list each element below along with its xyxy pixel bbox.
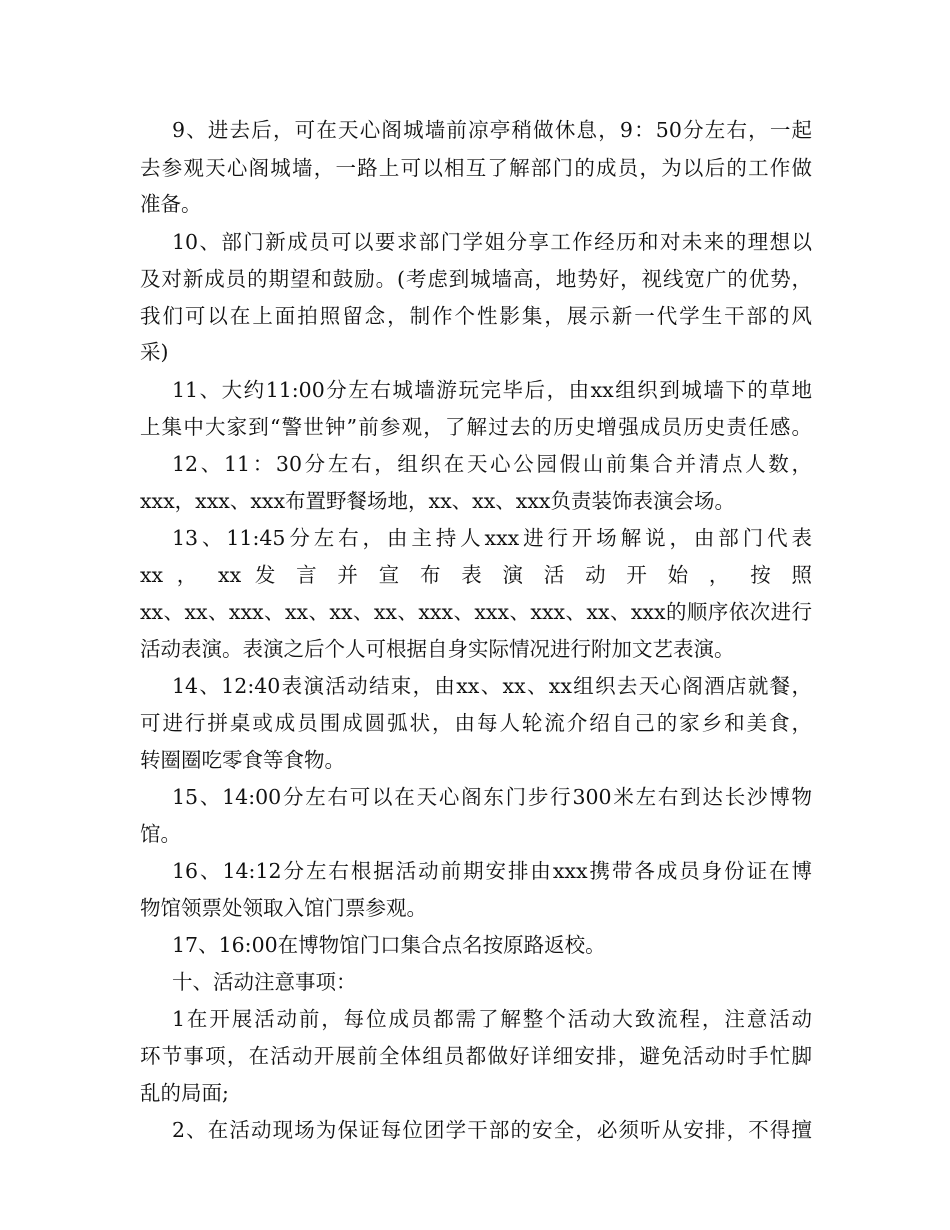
paragraph-item-14-line-3: 转圈圈吃零食等食物。	[140, 748, 345, 772]
note-1-line-2: 环节事项，在活动开展前全体组员都做好详细安排，避免活动时手忙脚	[140, 1044, 812, 1068]
paragraph-item-15-line-1: 15、14:00分左右可以在天心阁东门步行300米左右到达长沙博物	[172, 785, 812, 809]
paragraph-item-10-line-4: 采)	[140, 340, 169, 364]
paragraph-item-17: 17、16:00在博物馆门口集合点名按原路返校。	[172, 933, 606, 957]
paragraph-item-14-line-1: 14、12:40表演活动结束，由xx、xx、xx组织去天心阁酒店就餐，	[172, 674, 812, 698]
paragraph-item-12-line-1: 12、11：30分左右，组织在天心公园假山前集合并清点人数，	[172, 452, 812, 476]
paragraph-item-14-line-2: 可进行拼桌或成员围成圆弧状，由每人轮流介绍自己的家乡和美食，	[140, 711, 812, 735]
section-heading-notes: 十、活动注意事项：	[172, 970, 357, 994]
paragraph-item-12-line-2: xxx，xxx、xxx布置野餐场地，xx、xx、xxx负责装饰表演会场。	[140, 489, 735, 513]
paragraph-item-11-line-2: 上集中大家到“警世钟”前参观，了解过去的历史增强成员历史责任感。	[140, 415, 812, 439]
paragraph-item-10-line-1: 10、部门新成员可以要求部门学姐分享工作经历和对未来的理想以	[172, 230, 812, 254]
paragraph-item-10-line-3: 我们可以在上面拍照留念，制作个性影集，展示新一代学生干部的风	[140, 304, 812, 328]
paragraph-item-13-line-1: 13、11:45分左右，由主持人xxx进行开场解说，由部门代表	[172, 526, 812, 550]
paragraph-item-16-line-1: 16、14:12分左右根据活动前期安排由xxx携带各成员身份证在博	[172, 859, 812, 883]
paragraph-item-15-line-2: 馆。	[140, 822, 181, 846]
note-2-line-1: 2、在活动现场为保证每位团学干部的安全，必须听从安排，不得擅	[172, 1118, 812, 1142]
paragraph-item-13-line-2: xx ， xx 发 言 并 宣 布 表 演 活 动 开 始 ， 按 照	[140, 563, 812, 587]
note-1-line-3: 乱的局面;	[140, 1081, 229, 1105]
paragraph-item-11-line-1: 11、大约11:00分左右城墙游玩完毕后，由xx组织到城墙下的草地	[172, 378, 812, 402]
paragraph-item-10-line-2: 及对新成员的期望和鼓励。(考虑到城墙高，地势好，视线宽广的优势，	[140, 267, 812, 291]
paragraph-item-13-line-3: xx、xx、xxx、xx、xx、xx、xxx、xxx、xxx、xx、xxx的顺序依次进行	[140, 600, 812, 624]
paragraph-item-9-line-3: 准备。	[140, 192, 202, 216]
paragraph-item-9-line-2: 去参观天心阁城墙，一路上可以相互了解部门的成员，为以后的工作做	[140, 156, 812, 180]
paragraph-item-13-line-4: 活动表演。表演之后个人可根据自身实际情况进行附加文艺表演。	[140, 637, 735, 661]
note-1-line-1: 1在开展活动前，每位成员都需了解整个活动大致流程，注意活动	[172, 1007, 812, 1031]
paragraph-item-16-line-2: 物馆领票处领取入馆门票参观。	[140, 896, 427, 920]
paragraph-item-9-line-1: 9、进去后，可在天心阁城墙前凉亭稍做休息，9：50分左右，一起	[172, 118, 812, 142]
